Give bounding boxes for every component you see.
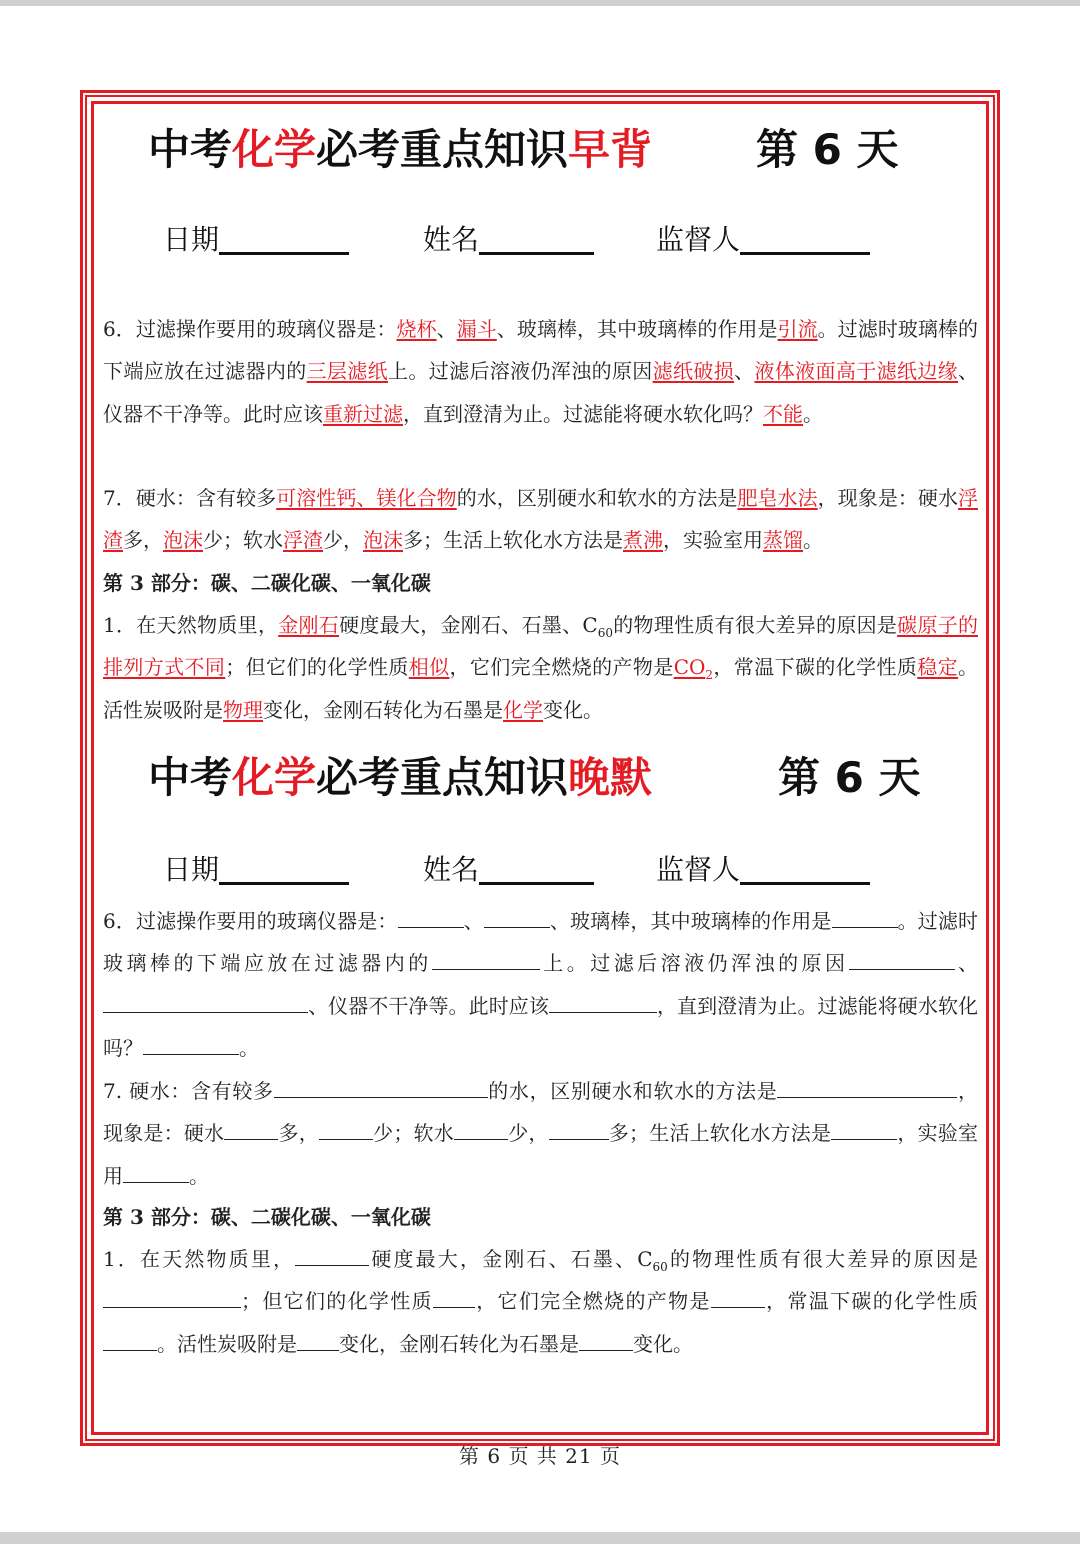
blank[interactable]: [319, 1117, 373, 1140]
blank[interactable]: [454, 1117, 508, 1140]
morning-q7: 7．硬水：含有较多可溶性钙、镁化合物的水，区别硬水和软水的方法是肥皂水法，现象是：硬水浮渣多，泡沫少；软水浮渣少，泡沫多；生活上软化水方法是煮沸，实验室用蒸馏。: [103, 486, 979, 553]
evening-day-label: 第 6 天: [778, 753, 921, 802]
evening-q6: 6．过滤操作要用的玻璃仪器是： 、 、玻璃棒，其中玻璃棒的作用是 。过滤时玻璃棒的下端应放在过滤器内的 上。过滤后溶液仍浑浊的原因 、、仪器不干净等。此时应该 ，直到澄清为止。过滤能将硬水软化吗？ 。: [103, 900, 978, 1069]
answer: 重新过滤: [323, 401, 403, 426]
bottom-edge-bar: [0, 1532, 1080, 1544]
answer: $CO_2$: [673, 655, 714, 683]
name-line[interactable]: [479, 218, 594, 255]
supervisor-label: 监督人: [656, 223, 741, 256]
answer: 泡沫: [163, 528, 203, 553]
answer: 滤纸破损: [652, 359, 735, 384]
blank[interactable]: [143, 1032, 239, 1055]
answer: 液体液面高于滤纸边缘: [754, 359, 959, 384]
blank[interactable]: [123, 1160, 189, 1183]
answer: 不能: [763, 401, 803, 426]
answer: 引流: [777, 317, 818, 341]
answer: 煮沸: [623, 528, 663, 553]
evening-section-heading: 第 3 部分：碳、二碳化碳、一氧化碳: [103, 1205, 431, 1229]
answer: 漏斗: [456, 317, 497, 341]
title-subject: 化学: [232, 125, 317, 174]
blank[interactable]: [297, 1328, 339, 1351]
blank[interactable]: [103, 990, 308, 1013]
morning-name-field: [423, 218, 594, 262]
evening-q1: 1．在天然物质里， 硬度最大，金刚石、石墨、$C_{60}$的物理性质有很大差异的原因是；但它们的化学性质 ，它们完全燃烧的产物是 ，常温下碳的化学性质。活性炭吸附是 变化，金刚石转化为石墨是 变化。: [103, 1238, 978, 1365]
blank[interactable]: [777, 1075, 957, 1098]
evening-name-field: [423, 848, 594, 892]
answer: 泡沫: [363, 528, 403, 553]
answer: 化学: [503, 697, 543, 722]
blank[interactable]: [831, 1117, 897, 1140]
blank[interactable]: [849, 947, 955, 970]
blank[interactable]: [103, 1285, 241, 1308]
supervisor-line[interactable]: [740, 218, 870, 255]
title-mode: 晚默: [568, 753, 653, 802]
blank[interactable]: [103, 1328, 157, 1351]
answer: 浮渣: [103, 486, 979, 553]
morning-q1: 1．在天然物质里，金刚石硬度最大，金刚石、石墨、$C_{60}$的物理性质有很大差异的原因是碳原子的排列方式不同；但它们的化学性质相似，它们完全燃烧的产物是$CO_2$，常温下碳的化学性质稳定。活性炭吸附是物理变化，金刚石转化为石墨是化学变化。: [103, 613, 979, 722]
blank[interactable]: [711, 1285, 765, 1308]
evening-supervisor-field: [656, 848, 870, 892]
morning-q6: 6．过滤操作要用的玻璃仪器是：烧杯、漏斗、玻璃棒，其中玻璃棒的作用是引流。过滤时玻璃棒的下端应放在过滤器内的三层滤纸上。过滤后溶液仍浑浊的原因滤纸破损、液体液面高于滤纸边缘、仪器不干净等。此时应该重新过滤，直到澄清为止。过滤能将硬水软化吗？不能。: [103, 317, 979, 426]
evening-q7: 7. 硬水：含有较多 的水，区别硬水和软水的方法是 ，现象是：硬水 多， 少；软水 少， 多；生活上软化水方法是 ，实验室用 。: [103, 1070, 978, 1197]
evening-date-field: [163, 848, 349, 892]
evening-title: [148, 746, 652, 810]
blank[interactable]: [433, 1285, 475, 1308]
answer: 肥皂水法: [737, 486, 818, 510]
title-part: 必考重点知识: [316, 125, 569, 174]
name-label: 姓名: [423, 853, 480, 886]
date-line[interactable]: [219, 218, 349, 255]
page-number-footer: 第 6 页 共 21 页: [459, 1444, 621, 1468]
blank[interactable]: [398, 905, 464, 928]
name-label: 姓名: [423, 223, 480, 256]
blank[interactable]: [549, 1117, 609, 1140]
blank[interactable]: [224, 1117, 278, 1140]
blank[interactable]: [484, 905, 550, 928]
blank[interactable]: [274, 1075, 488, 1098]
morning-supervisor-field: [656, 218, 870, 262]
blank[interactable]: [832, 905, 898, 928]
answer: 碳原子的排列方式不同: [103, 613, 979, 680]
blank[interactable]: [295, 1243, 369, 1266]
date-label: 日期: [163, 223, 220, 256]
top-edge-bar: [0, 0, 1080, 6]
title-subject: 化学: [232, 753, 317, 802]
supervisor-line[interactable]: [740, 848, 870, 885]
date-label: 日期: [163, 853, 220, 886]
answer: 物理: [223, 697, 263, 722]
answer: 烧杯: [396, 317, 437, 341]
title-mode: 早背: [568, 125, 653, 174]
title-part: 必考重点知识: [316, 753, 569, 802]
title-part: 中考: [148, 753, 233, 802]
answer: 浮渣: [283, 528, 323, 553]
blank[interactable]: [432, 947, 540, 970]
morning-date-field: [163, 218, 349, 262]
answer: 蒸馏: [763, 528, 803, 553]
blank[interactable]: [549, 990, 657, 1013]
answer: 可溶性钙、镁化合物: [276, 486, 457, 510]
morning-day-label: 第 6 天: [756, 125, 899, 174]
answer: 相似: [408, 655, 450, 680]
date-line[interactable]: [219, 848, 349, 885]
answer: 稳定: [917, 655, 959, 680]
name-line[interactable]: [479, 848, 594, 885]
answer: 三层滤纸: [306, 359, 389, 384]
answer: 金刚石: [278, 613, 340, 637]
morning-title: [148, 118, 652, 182]
blank[interactable]: [579, 1328, 633, 1351]
supervisor-label: 监督人: [656, 853, 741, 886]
title-part: 中考: [148, 125, 233, 174]
morning-section-heading: 第 3 部分：碳、二碳化碳、一氧化碳: [103, 571, 431, 595]
